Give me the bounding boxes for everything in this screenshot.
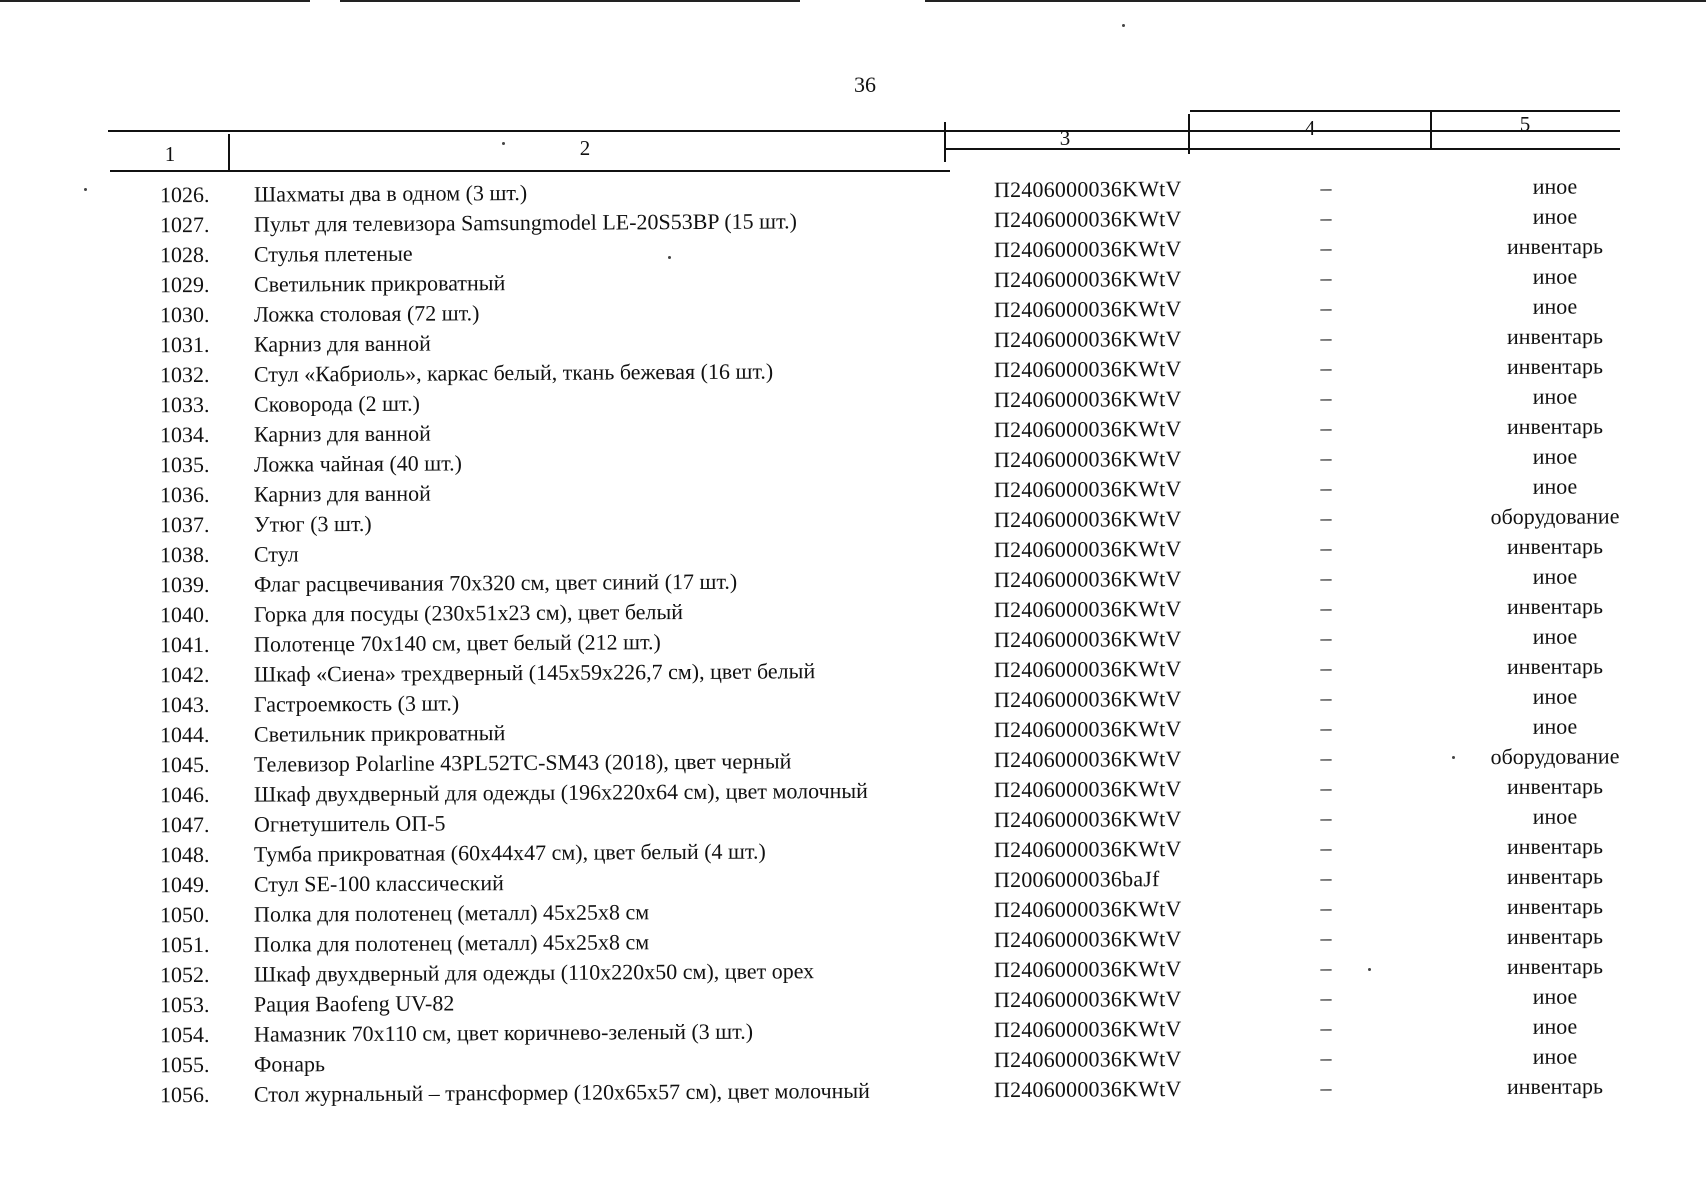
item-category: инвентарь bbox=[1506, 1073, 1604, 1100]
item-dash: – bbox=[1320, 295, 1332, 321]
item-name: Рация Baofeng UV-82 bbox=[253, 990, 455, 1017]
item-code: П2406000036KWtV bbox=[993, 565, 1182, 593]
item-code: П2006000036baJf bbox=[993, 866, 1160, 893]
item-code: П2406000036KWtV bbox=[993, 445, 1182, 473]
row-number: 1052. bbox=[159, 961, 210, 988]
item-code: П2406000036KWtV bbox=[993, 805, 1182, 833]
table-body bbox=[0, 173, 1706, 1108]
row-number: 1050. bbox=[159, 901, 210, 928]
item-code: П2406000036KWtV bbox=[993, 385, 1182, 413]
item-name: Стул «Кабриоль», каркас белый, ткань бежевая (16 шт.) bbox=[253, 358, 774, 387]
item-name: Телевизор Polarline 43PL52TC-SM43 (2018), цвет черный bbox=[253, 748, 792, 777]
item-category: иное bbox=[1532, 473, 1578, 499]
row-number: 1034. bbox=[159, 421, 210, 448]
item-dash: – bbox=[1320, 1045, 1332, 1071]
item-name: Пульт для телевизора Samsungmodel LE-20S53BP (15 шт.) bbox=[253, 208, 797, 237]
item-name: Полка для полотенец (металл) 45x25x8 см bbox=[253, 929, 650, 957]
scan-speck bbox=[668, 256, 671, 259]
item-code: П2406000036KWtV bbox=[993, 745, 1182, 773]
header-divider-4 bbox=[1430, 110, 1432, 150]
item-name: Шкаф «Сиена» трехдверный (145x59x226,7 см), цвет белый bbox=[253, 658, 816, 687]
item-category: иное bbox=[1532, 293, 1578, 319]
scan-speck bbox=[1122, 24, 1125, 27]
item-category: иное bbox=[1532, 1043, 1578, 1069]
item-name: Огнетушитель ОП-5 bbox=[253, 810, 446, 837]
row-number: 1045. bbox=[159, 751, 210, 778]
row-number: 1038. bbox=[159, 541, 210, 568]
item-name: Карниз для ванной bbox=[253, 480, 431, 507]
item-dash: – bbox=[1320, 205, 1332, 231]
item-name: Намазник 70x110 см, цвет коричнево-зеленый (3 шт.) bbox=[253, 1018, 754, 1047]
item-dash: – bbox=[1320, 745, 1332, 771]
item-code: П2406000036KWtV bbox=[993, 715, 1182, 743]
item-code: П2406000036KWtV bbox=[993, 505, 1182, 533]
item-code: П2406000036KWtV bbox=[993, 1015, 1182, 1043]
header-divider-1 bbox=[228, 134, 230, 172]
item-name: Фонарь bbox=[253, 1051, 326, 1077]
item-code: П2406000036KWtV bbox=[993, 955, 1182, 983]
item-name: Тумба прикроватная (60x44x47 см), цвет белый (4 шт.) bbox=[253, 838, 766, 867]
item-dash: – bbox=[1320, 775, 1332, 801]
item-code: П2406000036KWtV bbox=[993, 475, 1182, 503]
item-name: Полка для полотенец (металл) 45x25x8 см bbox=[253, 899, 650, 927]
item-category: иное bbox=[1532, 173, 1578, 199]
item-category: оборудование bbox=[1490, 743, 1620, 770]
item-name: Ложка чайная (40 шт.) bbox=[253, 450, 463, 477]
scan-speck bbox=[1452, 756, 1455, 759]
row-number: 1040. bbox=[159, 601, 210, 628]
item-name: Полотенце 70x140 см, цвет белый (212 шт.) bbox=[253, 629, 661, 657]
item-name: Шкаф двухдверный для одежды (196x220x64 см), цвет молочный bbox=[253, 777, 868, 807]
row-number: 1033. bbox=[159, 391, 210, 418]
item-code: П2406000036KWtV bbox=[993, 835, 1182, 863]
item-code: П2406000036KWtV bbox=[993, 595, 1182, 623]
item-category: иное bbox=[1532, 1013, 1578, 1039]
row-number: 1032. bbox=[159, 361, 210, 388]
item-code: П2406000036KWtV bbox=[993, 895, 1182, 923]
item-dash: – bbox=[1320, 535, 1332, 561]
item-category: инвентарь bbox=[1506, 863, 1604, 890]
item-category: иное bbox=[1532, 383, 1578, 409]
header-col-5: 5 bbox=[1519, 112, 1531, 136]
item-name: Карниз для ванной bbox=[253, 330, 431, 357]
row-number: 1037. bbox=[159, 511, 210, 538]
item-code: П2406000036KWtV bbox=[993, 355, 1182, 383]
row-number: 1046. bbox=[159, 781, 210, 808]
item-dash: – bbox=[1320, 355, 1332, 381]
header-col-2: 2 bbox=[579, 136, 591, 160]
row-number: 1051. bbox=[159, 931, 210, 958]
row-number: 1027. bbox=[159, 211, 210, 238]
item-dash: – bbox=[1320, 685, 1332, 711]
item-dash: – bbox=[1320, 985, 1332, 1011]
row-number: 1056. bbox=[159, 1081, 210, 1108]
item-name: Светильник прикроватный bbox=[253, 720, 506, 747]
item-dash: – bbox=[1320, 175, 1332, 201]
row-number: 1041. bbox=[159, 631, 210, 658]
item-category: инвентарь bbox=[1506, 533, 1604, 560]
item-dash: – bbox=[1320, 325, 1332, 351]
header-bottom-line bbox=[110, 170, 950, 172]
header-top-line-right bbox=[1190, 110, 1620, 112]
item-category: инвентарь bbox=[1506, 923, 1604, 950]
item-code: П2406000036KWtV bbox=[993, 775, 1182, 803]
scan-edge-line-middle bbox=[340, 0, 800, 2]
row-number: 1039. bbox=[159, 571, 210, 598]
header-col-1: 1 bbox=[164, 142, 176, 166]
header-top-line bbox=[108, 130, 1620, 132]
scan-speck bbox=[84, 188, 87, 191]
item-category: иное bbox=[1532, 563, 1578, 589]
item-code: П2406000036KWtV bbox=[993, 415, 1182, 443]
item-category: инвентарь bbox=[1506, 233, 1604, 260]
item-name: Флаг расцвечивания 70x320 см, цвет синий (17 шт.) bbox=[253, 568, 738, 597]
item-name: Шкаф двухдверный для одежды (110x220x50 см), цвет орех bbox=[253, 958, 815, 987]
row-number: 1026. bbox=[159, 181, 210, 208]
row-number: 1042. bbox=[159, 661, 210, 688]
item-category: оборудование bbox=[1490, 503, 1620, 530]
item-dash: – bbox=[1320, 805, 1332, 831]
item-code: П2406000036KWtV bbox=[993, 175, 1182, 203]
item-dash: – bbox=[1320, 595, 1332, 621]
item-dash: – bbox=[1320, 715, 1332, 741]
item-dash: – bbox=[1320, 235, 1332, 261]
item-category: иное bbox=[1532, 803, 1578, 829]
item-category: инвентарь bbox=[1506, 323, 1604, 350]
item-category: инвентарь bbox=[1506, 893, 1604, 920]
item-code: П2406000036KWtV bbox=[993, 655, 1182, 683]
item-category: иное bbox=[1532, 203, 1578, 229]
row-number: 1049. bbox=[159, 871, 210, 898]
item-category: инвентарь bbox=[1506, 953, 1604, 980]
item-code: П2406000036KWtV bbox=[993, 325, 1182, 353]
scan-edge-line-right bbox=[925, 0, 1706, 2]
item-dash: – bbox=[1320, 265, 1332, 291]
item-category: иное bbox=[1532, 443, 1578, 469]
item-code: П2406000036KWtV bbox=[993, 205, 1182, 233]
row-number: 1036. bbox=[159, 481, 210, 508]
scan-speck bbox=[502, 142, 505, 145]
item-name: Карниз для ванной bbox=[253, 420, 431, 447]
item-category: инвентарь bbox=[1506, 593, 1604, 620]
row-number: 1053. bbox=[159, 991, 210, 1018]
item-dash: – bbox=[1320, 385, 1332, 411]
item-name: Стул SE-100 классический bbox=[253, 870, 504, 897]
item-dash: – bbox=[1320, 445, 1332, 471]
row-number: 1048. bbox=[159, 841, 210, 868]
header-divider-2 bbox=[944, 122, 946, 162]
item-dash: – bbox=[1320, 955, 1332, 981]
item-category: инвентарь bbox=[1506, 833, 1604, 860]
item-category: инвентарь bbox=[1506, 773, 1604, 800]
item-name: Сковорода (2 шт.) bbox=[253, 390, 420, 417]
row-number: 1055. bbox=[159, 1051, 210, 1078]
item-category: иное bbox=[1532, 263, 1578, 289]
item-dash: – bbox=[1320, 565, 1332, 591]
item-dash: – bbox=[1320, 625, 1332, 651]
item-name: Горка для посуды (230x51x23 см), цвет белый bbox=[253, 599, 684, 627]
item-dash: – bbox=[1320, 925, 1332, 951]
item-name: Ложка столовая (72 шт.) bbox=[253, 300, 480, 327]
item-dash: – bbox=[1320, 1075, 1332, 1101]
item-code: П2406000036KWtV bbox=[993, 925, 1182, 953]
item-name: Утюг (3 шт.) bbox=[253, 510, 372, 537]
item-dash: – bbox=[1320, 475, 1332, 501]
item-dash: – bbox=[1320, 655, 1332, 681]
item-category: иное bbox=[1532, 683, 1578, 709]
item-name: Светильник прикроватный bbox=[253, 270, 506, 297]
item-category: иное bbox=[1532, 623, 1578, 649]
item-name: Шахматы два в одном (3 шт.) bbox=[253, 179, 528, 207]
row-number: 1044. bbox=[159, 721, 210, 748]
header-col-4: 4 bbox=[1304, 116, 1316, 140]
row-number: 1028. bbox=[159, 241, 210, 268]
item-code: П2406000036KWtV bbox=[993, 1075, 1182, 1103]
item-category: инвентарь bbox=[1506, 653, 1604, 680]
row-number: 1047. bbox=[159, 811, 210, 838]
row-number: 1054. bbox=[159, 1021, 210, 1048]
item-code: П2406000036KWtV bbox=[993, 685, 1182, 713]
row-number: 1030. bbox=[159, 301, 210, 328]
header-col-3: 3 bbox=[1059, 126, 1071, 150]
item-dash: – bbox=[1320, 1015, 1332, 1041]
item-name: Стул bbox=[253, 541, 299, 567]
item-code: П2406000036KWtV bbox=[993, 625, 1182, 653]
row-number: 1029. bbox=[159, 271, 210, 298]
row-number: 1035. bbox=[159, 451, 210, 478]
item-category: иное bbox=[1532, 983, 1578, 1009]
scan-speck bbox=[1368, 968, 1371, 971]
item-code: П2406000036KWtV bbox=[993, 985, 1182, 1013]
item-dash: – bbox=[1320, 865, 1332, 891]
item-category: инвентарь bbox=[1506, 413, 1604, 440]
item-name: Гастроемкость (3 шт.) bbox=[253, 690, 460, 717]
item-code: П2406000036KWtV bbox=[993, 295, 1182, 323]
item-name: Стол журнальный – трансформер (120x65x57 см), цвет молочный bbox=[253, 1077, 870, 1107]
item-code: П2406000036KWtV bbox=[993, 235, 1182, 263]
item-dash: – bbox=[1320, 415, 1332, 441]
item-category: инвентарь bbox=[1506, 353, 1604, 380]
item-dash: – bbox=[1320, 505, 1332, 531]
scan-edge-line-left bbox=[0, 0, 310, 2]
item-name: Стулья плетеные bbox=[253, 240, 413, 267]
item-code: П2406000036KWtV bbox=[993, 1045, 1182, 1073]
row-number: 1031. bbox=[159, 331, 210, 358]
row-number: 1043. bbox=[159, 691, 210, 718]
item-category: иное bbox=[1532, 713, 1578, 739]
item-dash: – bbox=[1320, 835, 1332, 861]
item-dash: – bbox=[1320, 895, 1332, 921]
item-code: П2406000036KWtV bbox=[993, 265, 1182, 293]
page-number: 36 bbox=[854, 72, 876, 97]
header-divider-3 bbox=[1188, 114, 1190, 154]
item-code: П2406000036KWtV bbox=[993, 535, 1182, 563]
